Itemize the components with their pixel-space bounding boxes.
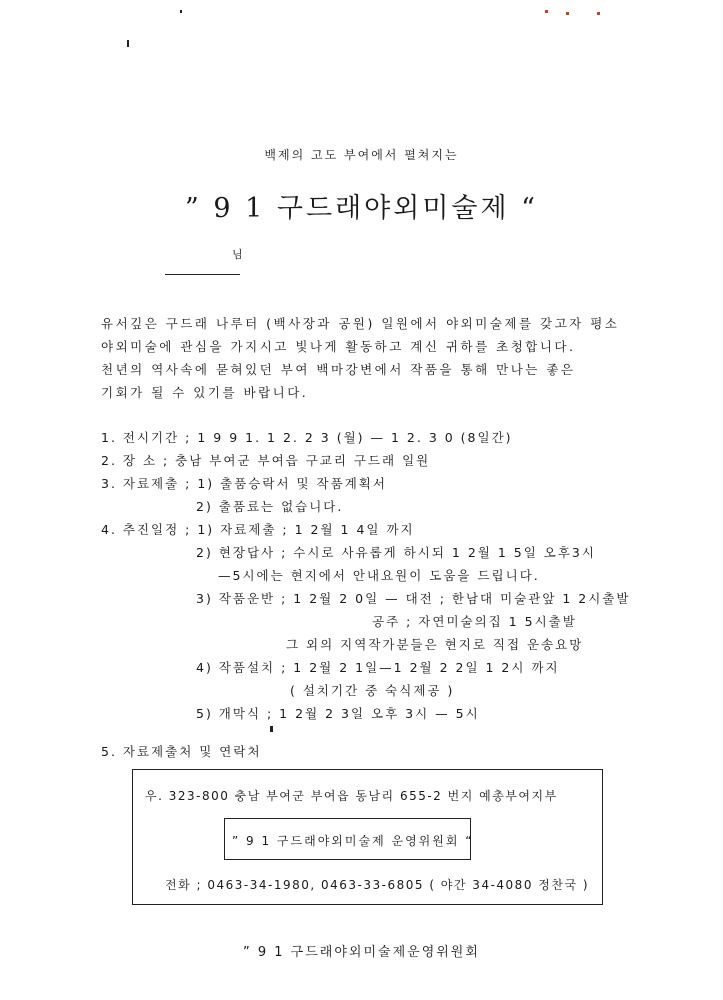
item-schedule-transport-note: 그 외의 지역작가분들은 현지로 직접 운송요망 bbox=[286, 637, 584, 652]
intro-line-4: 기회가 될 수 있기를 바랍니다. bbox=[101, 385, 309, 400]
item-schedule-visit: 2) 현장답사 ; 수시로 사유롭게 하시되 1 2월 1 5일 오후3시 bbox=[196, 545, 596, 560]
item-schedule-install: 4) 작품설치 ; 1 2월 2 1일—1 2월 2 2일 1 2시 까지 bbox=[196, 660, 560, 675]
intro-line-3: 천년의 역사속에 묻혀있던 부여 백마강변에서 작품을 통해 만나는 좋은 bbox=[101, 362, 576, 377]
item-exhibition-period: 1. 전시기간 ; 1 9 9 1. 1 2. 2 3 (월) — 1 2. 3 0 (8일간) bbox=[101, 430, 513, 445]
item-schedule-transport: 3) 작품운반 ; 1 2월 2 0일 — 대전 ; 한남대 미술관앞 1 2시출발 bbox=[196, 591, 631, 606]
item-submission: 3. 자료제출 ; 1) 출품승락서 및 작품계획서 bbox=[101, 476, 387, 491]
contact-phone: 전화 ; 0463-34-1980, 0463-33-6805 ( 야간 34-4080 정찬국 ) bbox=[165, 878, 590, 892]
item-schedule-transport-gongju: 공주 ; 자연미술의집 1 5시출발 bbox=[372, 614, 577, 629]
recipient-label: 님 bbox=[232, 248, 243, 261]
footer-signature: ” 9 1 구드래야외미술제운영위원회 bbox=[243, 945, 480, 960]
item-schedule: 4. 추진일정 ; 1) 자료제출 ; 1 2월 1 4일 까지 bbox=[101, 522, 415, 537]
item-venue: 2. 장 소 ; 충남 부여군 부여읍 구교리 구드래 일원 bbox=[101, 453, 431, 468]
intro-line-1: 유서깊은 구드래 나루터 (백사장과 공원) 일원에서 야외미술제를 갖고자 평소 bbox=[101, 316, 620, 331]
item-contact-heading: 5. 자료제출처 및 연락처 bbox=[101, 744, 262, 759]
item-submission-fee: 2) 출품료는 없습니다. bbox=[196, 499, 344, 514]
scan-speck bbox=[127, 40, 129, 47]
item-schedule-install-note: ( 설치기간 중 숙식제공 ) bbox=[290, 683, 455, 698]
contact-address: 우. 323-800 충남 부여군 부여읍 동남리 655-2 번지 예총부여지부 bbox=[145, 789, 558, 803]
committee-name: ” 9 1 구드래야외미술제 운영위원회 “ bbox=[232, 834, 474, 848]
subtitle: 백제의 고도 부여에서 펼쳐지는 bbox=[264, 148, 459, 162]
item-schedule-visit-note: —5시에는 현지에서 안내요원이 도움을 드립니다. bbox=[218, 568, 540, 583]
scan-speck bbox=[270, 726, 273, 732]
scan-speck bbox=[597, 12, 600, 15]
scan-speck bbox=[545, 10, 548, 13]
recipient-line bbox=[165, 274, 240, 275]
scan-speck bbox=[180, 10, 182, 13]
item-schedule-opening: 5) 개막식 ; 1 2월 2 3일 오후 3시 — 5시 bbox=[196, 706, 480, 721]
intro-line-2: 야외미술에 관심을 가지시고 빛나게 활동하고 계신 귀하를 초청합니다. bbox=[101, 339, 576, 354]
scan-speck bbox=[566, 12, 569, 15]
page-title: ” 9 1 구드래야외미술제 “ bbox=[185, 193, 538, 224]
